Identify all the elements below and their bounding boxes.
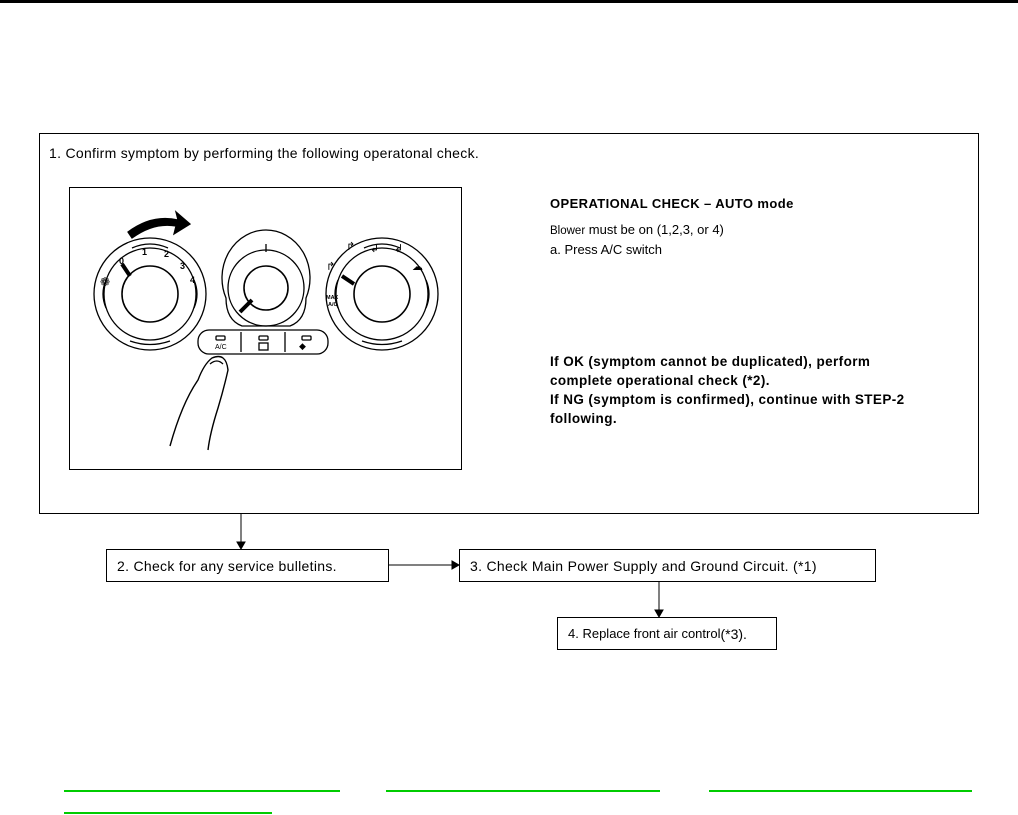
step-1-text: 1. Confirm symptom by performing the following operatonal check.	[49, 145, 480, 161]
operational-check-title: OPERATIONAL CHECK – AUTO mode	[550, 196, 794, 211]
fan-label-1: 1	[142, 247, 148, 257]
step-4-ref: (*3).	[720, 625, 747, 642]
step-4-text: 4. Replace front air control	[568, 626, 721, 641]
fan-label-0: 0	[119, 256, 125, 266]
footer-link-1[interactable]	[64, 790, 340, 792]
arrowhead-3-to-4	[655, 610, 663, 617]
step-2-box: 2. Check for any service bulletins.	[106, 549, 389, 582]
blower-word: Blower	[550, 225, 586, 237]
defrost-icon: ☁	[412, 260, 423, 273]
arrowhead-2-to-3	[452, 561, 459, 569]
step-a-instruction: a. Press A/C switch	[550, 242, 662, 257]
step-3-box: 3. Check Main Power Supply and Ground Circuit. (*1)	[459, 549, 876, 582]
blower-rest: must be on (1,2,3, or 4)	[585, 222, 724, 237]
vent-foot-defrost-icon: ↲	[394, 242, 404, 255]
result-line-4: following.	[550, 411, 617, 426]
footer-link-4[interactable]	[64, 812, 272, 814]
arrowhead-1-to-2	[237, 542, 245, 549]
max-ac-label: A/C	[328, 302, 338, 308]
result-line-2: complete operational check (*2).	[550, 373, 770, 388]
fan-label-2: 2	[164, 249, 170, 259]
result-line-3: If NG (symptom is confirmed), continue with STEP-2	[550, 392, 905, 407]
vent-bilevel-icon: ↱	[346, 240, 356, 253]
vent-foot-icon: ↲	[370, 242, 380, 255]
footer-link-3[interactable]	[709, 790, 972, 792]
recirculation-icon: ◆	[299, 342, 306, 352]
step-4-box	[557, 617, 777, 650]
fan-label-3: 3	[180, 261, 186, 271]
fan-label-4: 4	[190, 275, 196, 285]
result-line-1: If OK (symptom cannot be duplicated), perform	[550, 354, 871, 369]
fan-icon: ❁	[100, 275, 111, 289]
ac-button-label: A/C	[215, 344, 227, 351]
max-label: MAX	[326, 295, 339, 301]
vent-face-icon: ↱	[326, 260, 336, 273]
footer-link-2[interactable]	[386, 790, 660, 792]
